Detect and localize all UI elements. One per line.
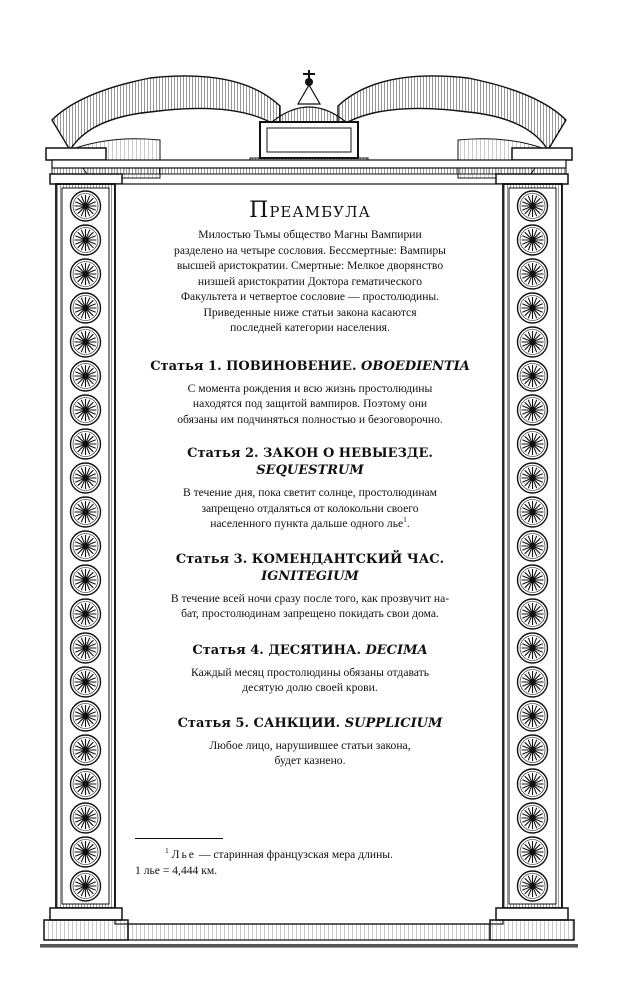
article-line: находятся под защитой вампиров. Поэтому они bbox=[192, 397, 428, 410]
article-line: Каждый месяц простолюдины обязаны отдавать bbox=[190, 665, 429, 679]
article-latin-name: SUPPLICIUM bbox=[344, 715, 443, 731]
article-line: бат, простолюдинам запрещено покидать свои дома. bbox=[181, 607, 439, 620]
article-heading-text: Статья 1. ПОВИНОВЕНИЕ. bbox=[150, 358, 357, 374]
footnote-reference[interactable]: 1 bbox=[403, 515, 407, 525]
article-latin-name: SEQUESTRUM bbox=[256, 463, 364, 478]
preamble-line: низшей аристократии Доктора гематического bbox=[197, 274, 423, 288]
article-5-heading bbox=[120, 715, 500, 732]
article-2 bbox=[120, 445, 500, 532]
article-4-heading bbox=[120, 642, 500, 659]
document-body bbox=[120, 198, 500, 769]
preamble-line: разделено на четыре сословия. Бессмертные: Вампиры bbox=[174, 243, 446, 257]
page-title: Преамбула bbox=[249, 198, 371, 223]
footnote-line-2: 1 лье = 4,444 км. bbox=[135, 863, 218, 877]
article-2-heading: Статья 2. ЗАКОН О НЕВЫЕЗДЕ. bbox=[187, 446, 433, 461]
article-4 bbox=[120, 642, 500, 696]
article-heading-text: Статья 5. САНКЦИИ. bbox=[177, 715, 341, 731]
article-line: В течение дня, пока светит солнце, простолюдинам bbox=[182, 486, 438, 499]
preamble-line: последней категории населения. bbox=[230, 321, 390, 334]
article-3 bbox=[120, 551, 500, 622]
preamble-text bbox=[120, 227, 500, 336]
article-line: С момента рождения и всю жизнь простолюдины bbox=[187, 381, 433, 395]
article-line: населенного пункта дальше одного лье$^1$. bbox=[210, 515, 410, 530]
article-latin-name: IGNITEGIUM bbox=[261, 568, 359, 584]
footnote-term: Лье bbox=[171, 848, 196, 861]
article-line: обязаны им подчиняться полностью и безоговорочно. bbox=[177, 412, 443, 426]
preamble-line: Факультета и четвертое сословие — простолюдины. bbox=[180, 290, 440, 303]
footnote-marker: 1 bbox=[165, 846, 169, 856]
article-5 bbox=[120, 715, 500, 769]
article-line: Любое лицо, нарушившее статьи закона, bbox=[209, 738, 411, 752]
article-latin-name: OBOEDIENTIA bbox=[361, 358, 470, 374]
article-line: будет казнено. bbox=[274, 754, 346, 767]
footnote-definition: — старинная французская мера длины. bbox=[195, 848, 393, 861]
article-latin-name: DECIMA bbox=[365, 642, 428, 658]
article-1 bbox=[120, 358, 500, 428]
footnote bbox=[135, 838, 465, 878]
preamble-line: Милостью Тьмы общество Магны Вампирии bbox=[198, 228, 422, 241]
article-line: десятую долю своей крови. bbox=[242, 681, 378, 694]
article-line: запрещено отдаляться от колокольни своего bbox=[201, 501, 419, 515]
article-3-heading: Статья 3. КОМЕНДАНТСКИЙ ЧАС. bbox=[175, 551, 445, 567]
article-line: В течение всей ночи сразу после того, как прозвучит на- bbox=[170, 591, 450, 605]
preamble-line: Приведенные ниже статьи закона касаются bbox=[203, 305, 417, 319]
article-heading-text: Статья 4. ДЕСЯТИНА. bbox=[192, 642, 361, 658]
footnote-divider bbox=[135, 838, 223, 839]
article-1-heading bbox=[120, 358, 500, 375]
footnote-line bbox=[135, 847, 465, 863]
preamble-line: высшей аристократии. Смертные: Мелкое дворянство bbox=[176, 259, 444, 272]
